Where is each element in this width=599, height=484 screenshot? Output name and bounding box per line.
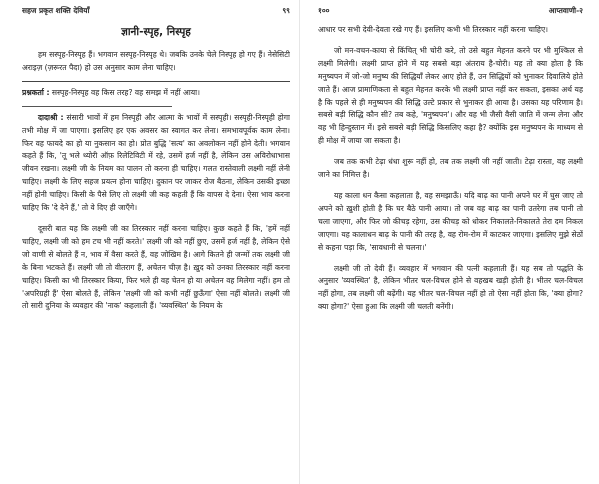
right-paragraph-1: आधार पर सभी देवी-देवता रखे गए हैं। इसलिए कभी भी तिरस्कार नहीं करना चाहिए। <box>318 25 549 34</box>
left-running-title: सहज प्रकृत शक्ति देवियाँ <box>22 6 90 15</box>
questioner-label: प्रश्नकर्ता : <box>22 87 50 97</box>
answer-paragraph-2: दूसरी बात यह कि लक्ष्मी जी का तिरस्कार नहीं करना चाहिए। कुछ कहते हैं कि, 'हमें नहीं चाहिए, लक्ष्मी जी को हम टच भी नहीं करते।' लक्ष्मी जी को नहीं छुए, उसमें हर्ज नहीं है, लेकिन ऐसे जो वाणी से बोलते हैं न, भाव में वैसा करते हैं, वह जोखिम है। आगे कितने ही जन्मों तक लक्ष्मी जी के बिना भटकते हैं। लक्ष्मी जी तो वीतराग हैं, अचेतन चीज़ है। ख़ुद को उनका तिरस्कार नहीं करना चाहिए। किसी का भी तिरस्कार किया, फिर भले ही वह चेतन हो या अचेतन वह मिलेगा नहीं। हम तो 'अपरिग्रही हैं' ऐसा बोलते हैं, लेकिन 'लक्ष्मी जी को कभी नहीं छुऊँगा' ऐसा नहीं बोलते। लक्ष्मी जी तो सारी दुनिया के व्यवहार की 'नाक' कहलाती हैं। 'व्यवस्थित' के नियम के <box>22 223 290 311</box>
right-page-header <box>318 5 583 19</box>
right-running-title: आप्तवाणी-२ <box>548 6 583 15</box>
intro-paragraph: हम सस्पृह-निस्पृह हैं। भगवान सस्पृह-निस्पृह थे। जबकि उनके चेले निस्पृह हो गए हैं। नेसेसिटी अराइज़ (ज़रूरत पैदा) हो उस अनुसार काम लेना चाहिए। <box>22 50 290 72</box>
answer-paragraph-1 <box>22 112 290 215</box>
divider-bottom <box>22 106 172 107</box>
page-gutter <box>299 0 300 484</box>
right-paragraph-3: जब तक कभी टेढ़ा धंधा शुरू नहीं हो, तब तक लक्ष्मी जी नहीं जाती। टेढ़ा रास्ता, वह लक्ष्मी जाने का निमित्त है। <box>318 157 583 180</box>
divider-top <box>22 81 290 82</box>
right-page <box>318 0 583 484</box>
answerer-label: दादाश्री : <box>38 112 64 122</box>
right-paragraph-4: यह काला धन कैसा कहलाता है, वह समझाऊँ। यदि बाढ़ का पानी अपने घर में घुस जाए तो अपने को ख़ुशी होती है कि घर बैठे पानी आया। तो जब वह बाढ़ का पानी उतरेगा तब पानी तो चला जाएगा, और फिर जो कीचड़ रहेगा, उस कीचड़ को धोकर निकालते-निकालते तेरा दम निकल जाएगा। यह कालाधन बाढ़ के पानी की तरह है, वह रोम-रोम में काटकर जाएगा। इसलिए मुझे सेठों से कहना पड़ा कि, 'सावधानी से चलना।' <box>318 190 583 252</box>
right-page-number: १०० <box>318 6 330 15</box>
question-text: सस्पृह-निस्पृह वह किस तरह? वह समझ में नहीं आया। <box>49 87 200 97</box>
left-page <box>22 0 290 484</box>
right-paragraph-2: जो मन-वचन-काया से किंचित् भी चोरी करे, तो उसे बहुत मेहनत करने पर भी मुश्किल से लक्ष्मी मिलेगी। लक्ष्मी प्राप्त होने में यह सबसे बड़ा अंतराय है-चोरी। यह तो क्या होता है कि मनुष्यपन में जो-जो मनुष्य की सिद्धियाँ लेकर आए होते हैं, उन सिद्धियों को भुनाकर दिवालिये होते जाते हैं। आज प्रामाणिकता से बहुत मेहनत करके भी लक्ष्मी प्राप्त नहीं कर सकता, इसका अर्थ यह है कि पहले से ही मनुष्यपन की सिद्धि उल्टे प्रकार से भुनाकर ही आया है। उसका यह परिणाम है। सबसे बड़ी सिद्धि कौन सी? तब कहे, 'मनुष्यपन'। और वह भी जैसी वैसी जाति में जन्म लेना और वह भी हिन्दुस्तान में। इसे सबसे बड़ी सिद्धि किसलिए कहा है? क्योंकि इस मनुष्यपन के माध्यम से ही मोक्ष में जाया जा सकता है। <box>318 45 583 146</box>
answer-text-1: संसारी भावों में हम निस्पृही और आत्मा के भावों में सस्पृही। सस्पृही-निस्पृही होगा तभी मोक्ष में जा पाएगा। इसलिए हर एक अवसर का स्वागत कर लेना। समभावपूर्वक काम लेना। फिर वह फायदे का हो या नुकसान का हो। प्रोत बुद्धि 'सत्य' का अवलोकन नहीं होने देती। भगवान कहते हैं कि, 'तू भले थ्योरी ऑफ़ रिलेटिविटी में रहे, उसमें हर्ज नहीं है, लेकिन उस अविरोधाभास जीवन रखना। लक्ष्मी जी के नियम का पालन तो करना ही चाहिए। गलत रास्तेवाली लक्ष्मी नहीं लेनी चाहिए। लक्ष्मी के लिए सहज प्रयत्न होना चाहिए। दुकान पर जाकर रोज बैठना, लेकिन उसकी इच्छा नहीं होनी चाहिए। किसी के पैसे लिए तो लक्ष्मी जी कह कहती हैं कि वापस दे देना। ऐसा भाव करना चाहिए कि 'दे देने हैं,' तो वे दिए ही जाएँगे। <box>22 112 290 213</box>
right-paragraph-5: लक्ष्मी जी तो देवी हैं। व्यवहार में भगवान की पत्नी कहलाती हैं। यह सब तो पद्धति के अनुसार 'व्यवस्थित' है, लेकिन भीतर चल-विचल होने से वहखब खड़ी होती है। भीतर चल-विचल नहीं होगा, तब लक्ष्मी जी बढ़ेंगी। यह भीतर चल-विचल नहीं हो तो ऐसा नहीं होता कि, 'क्या होगा? क्या होगा?' ऐसा हुआ कि लक्ष्मी जी चलती बनेंगी। <box>318 263 583 312</box>
left-page-header <box>22 5 290 19</box>
question-paragraph <box>22 87 290 100</box>
left-page-number: ९९ <box>282 6 290 15</box>
section-title: ज्ञानी-स्पृह, निस्पृह <box>121 26 191 38</box>
